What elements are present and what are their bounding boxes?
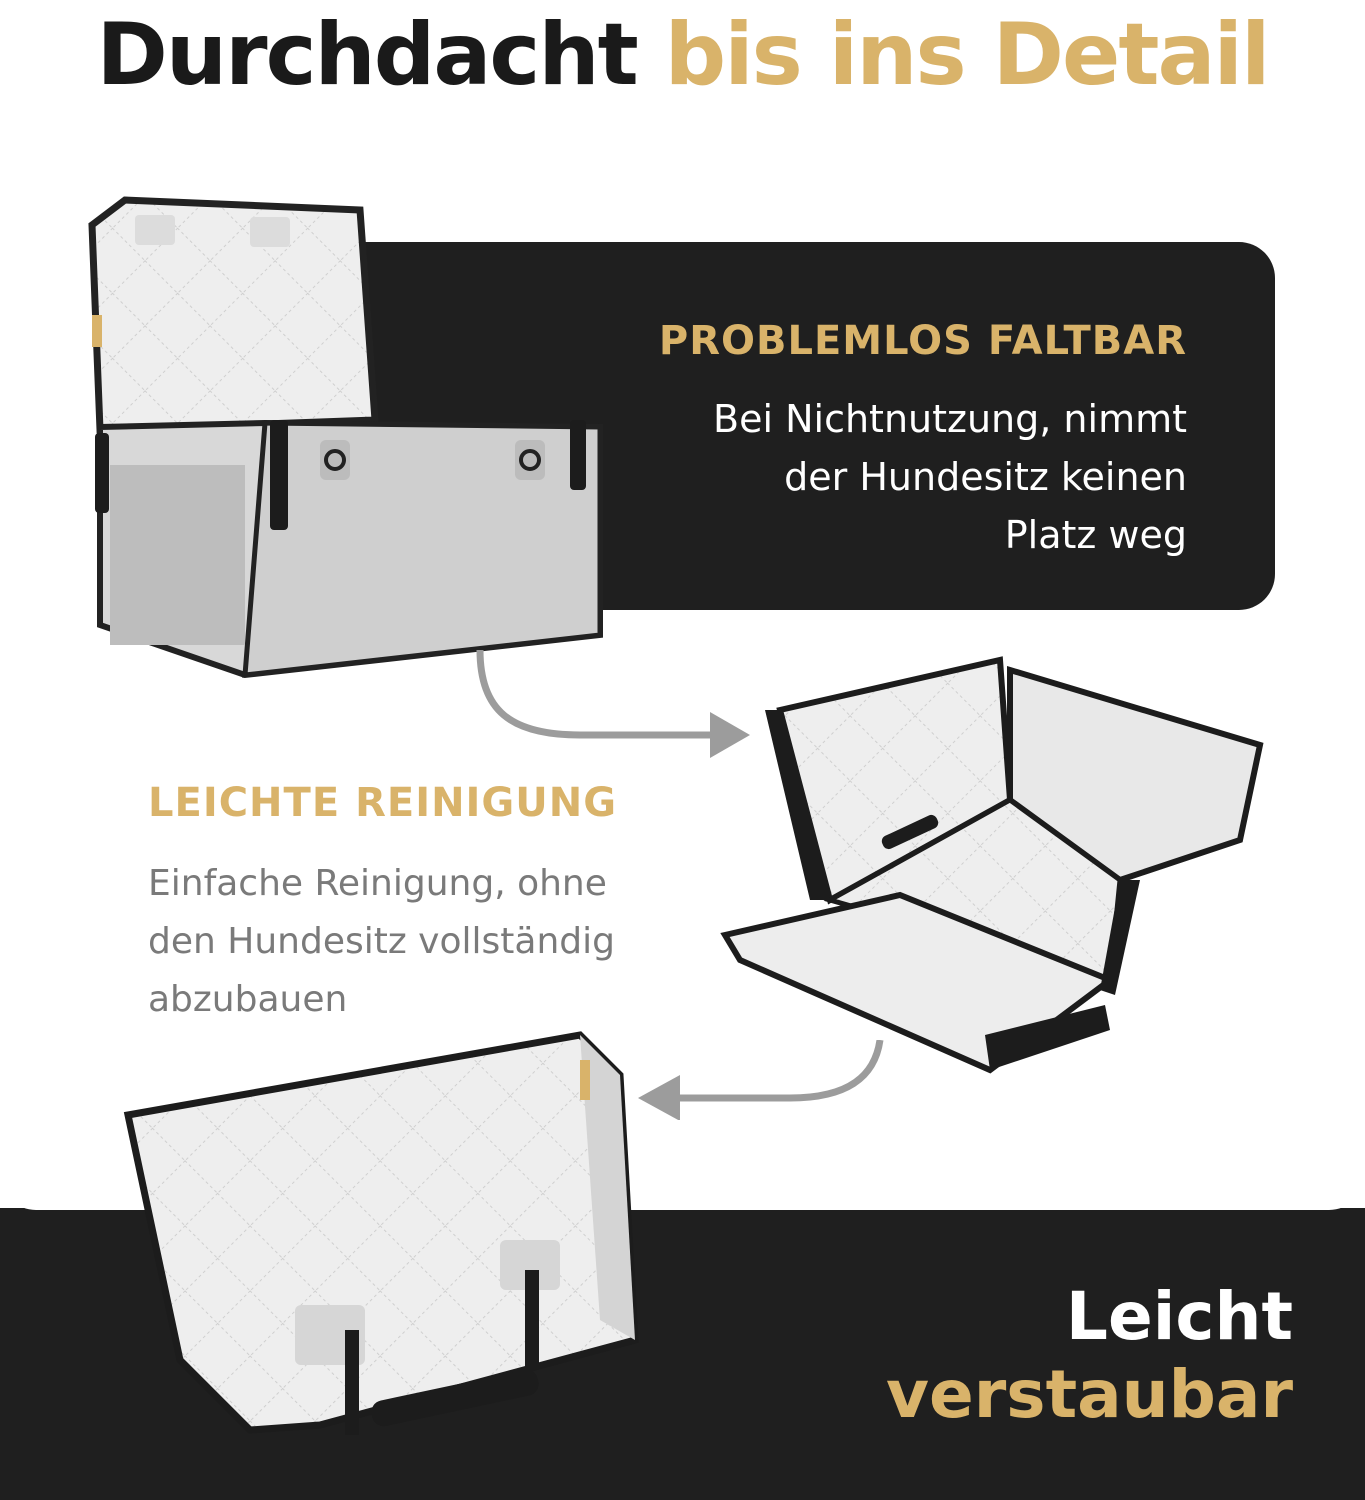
feature-storage-line1: Leicht [1065,1278,1293,1355]
feature-cleaning-text [148,855,708,1029]
feature-folding-title: PROBLEMLOS FALTBAR [658,318,1187,364]
headline-dark: Durchdacht [96,5,637,105]
arrow-right-icon [470,650,760,760]
feature-storage-line2: verstaubar [885,1356,1293,1433]
page-headline [0,0,1365,110]
feature-cleaning-title: LEICHTE REINIGUNG [148,780,618,826]
feature-folding-line: Platz weg [1004,513,1187,557]
product-seat-assembled [80,195,620,695]
feature-folding-line: der Hundesitz keinen [784,455,1187,499]
headline-gold: bis ins Detail [636,5,1269,105]
feature-cleaning-line: den Hundesitz vollständig [148,921,615,962]
feature-cleaning-line: abzubauen [148,979,348,1020]
product-seat-open [720,650,1265,1100]
feature-folding-line: Bei Nichtnutzung, nimmt [713,397,1187,441]
feature-folding-text [587,390,1187,564]
product-seat-folded [120,1030,640,1460]
feature-storage-title [873,1278,1293,1434]
feature-cleaning-line: Einfache Reinigung, ohne [148,863,607,904]
arrow-left-icon [630,1040,890,1120]
